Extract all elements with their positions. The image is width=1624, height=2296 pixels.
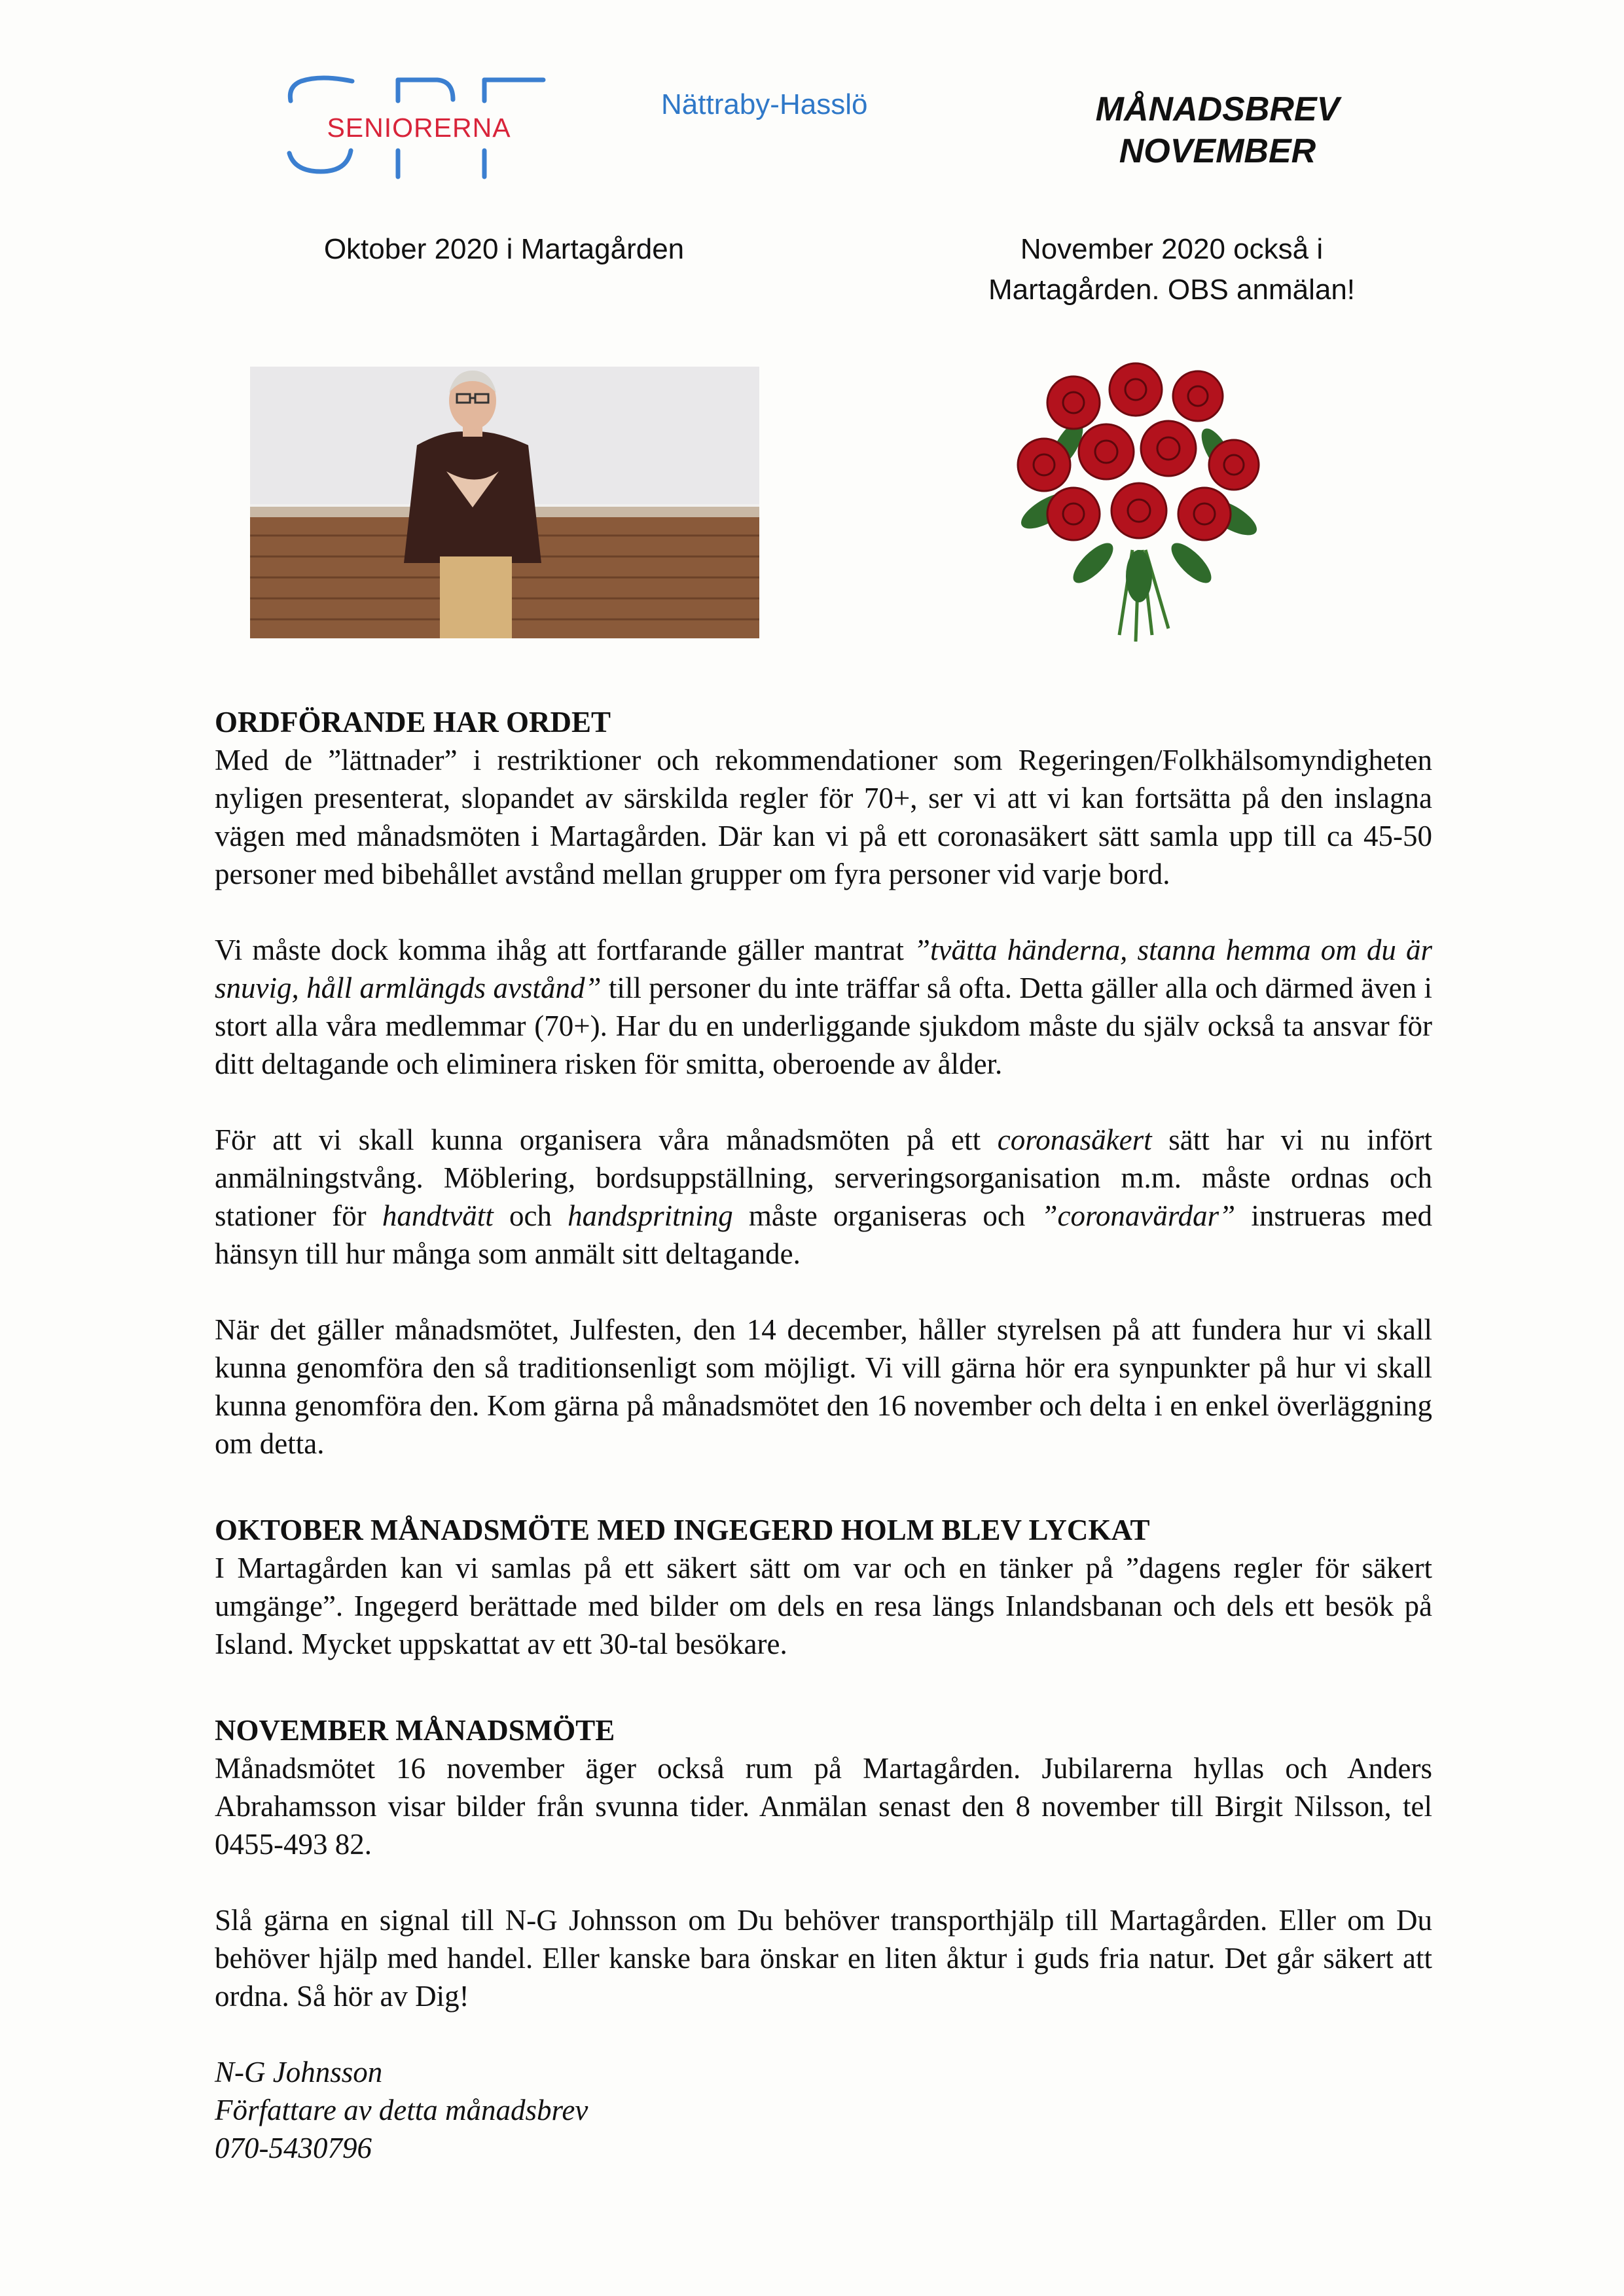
signature-phone: 070-5430796	[215, 2132, 372, 2164]
newsletter-title-line1: MÅNADSBREV	[1095, 90, 1340, 128]
roses-bouquet-image	[995, 354, 1283, 642]
caption-november-line1: November 2020 också i	[1020, 233, 1324, 265]
letter-body	[215, 703, 1432, 2167]
paragraph: Slå gärna en signal till N-G Johnsson om Du behöver transporthjälp till Martagården. Eller om Du behöver hjälp med handel. Eller kanske bara önskar en liten åktur i guds fria natur. Det går säkert att ordna. Så hör av Dig!	[215, 1904, 1432, 2013]
section-heading-october-meeting: OKTOBER MÅNADSMÖTE MED INGEGERD HOLM BLEV LYCKAT	[215, 1514, 1150, 1546]
logo-text: SENIORERNA	[327, 113, 511, 143]
signature-name: N-G Johnsson	[215, 2056, 383, 2088]
section-heading-november-meeting: NOVEMBER MÅNADSMÖTE	[215, 1714, 615, 1747]
speaker-photo	[250, 367, 759, 638]
caption-november	[903, 229, 1440, 310]
caption-november-line2: Martagården. OBS anmälan!	[988, 274, 1356, 306]
signature-role: Författare av detta månadsbrev	[215, 2094, 588, 2126]
section-heading-chair: ORDFÖRANDE HAR ORDET	[215, 706, 611, 738]
spf-seniorerna-logo	[281, 73, 556, 181]
newsletter-title	[1060, 88, 1375, 172]
caption-october: Oktober 2020 i Martagården	[323, 233, 685, 265]
paragraph: Med de ”lättnader” i restriktioner och rekommendationer som Regeringen/Folkhälsomyndigheten nyligen presenterat, slopandet av särskilda regler för 70+, ser vi att vi kan fortsätta på den inslagna vägen med månadsmöten i Martagården. Där kan vi på ett coronasäkert sätt samla upp till ca 45-50 personer med bibehållet avstånd mellan grupper om fyra personer vid varje bord.	[215, 744, 1432, 890]
paragraph: Månadsmötet 16 november äger också rum på Martagården. Jubilarerna hyllas och Anders Abrahamsson visar bilder från svunna tider. Anmälan senast den 8 november till Birgit Nilsson, tel 0455-493 82.	[215, 1752, 1432, 1861]
paragraph: När det gäller månadsmötet, Julfesten, den 14 december, håller styrelsen på att fundera hur vi skall kunna genomföra den så traditionsenligt som möjligt. Vi vill gärna hör era synpunkter på hur vi skall kunna genomföra den. Kom gärna på månadsmötet den 16 november och delta i en enkel överläggning om detta.	[215, 1313, 1432, 1460]
paragraph: För att vi skall kunna organisera våra månadsmöten på ett coronasäkert sätt har vi nu infört anmälningstvång. Möblering, bordsuppställning, serveringsorganisation m.m. måste ordnas och stationer för handtvätt och handspritning måste organiseras och ”coronavärdar” instrueras med hänsyn till hur många som anmält sitt deltagande.	[215, 1123, 1433, 1270]
newsletter-title-line2: NOVEMBER	[1119, 132, 1316, 170]
paragraph: Vi måste dock komma ihåg att fortfarande gäller mantrat ”tvätta händerna, stanna hemma om du är snuvig, håll armlängds avstånd” till personer du inte träffar så ofta. Detta gäller alla och därmed även i stort alla våra medlemmar (70+). Har du en underliggande sjukdom måste du själv också ta ansvar för ditt deltagande och eliminera risken för smitta, oberoende av ålder.	[215, 934, 1432, 1080]
association-name: Nättraby-Hasslö	[661, 88, 868, 120]
paragraph: I Martagården kan vi samlas på ett säkert sätt om var och en tänker på ”dagens regler för säkert umgänge”. Ingegerd berättade med bilder om dels en resa längs Inlandsbanan och dels ett besök på Island. Mycket uppskattat av ett 30-tal besökare.	[215, 1552, 1432, 1660]
